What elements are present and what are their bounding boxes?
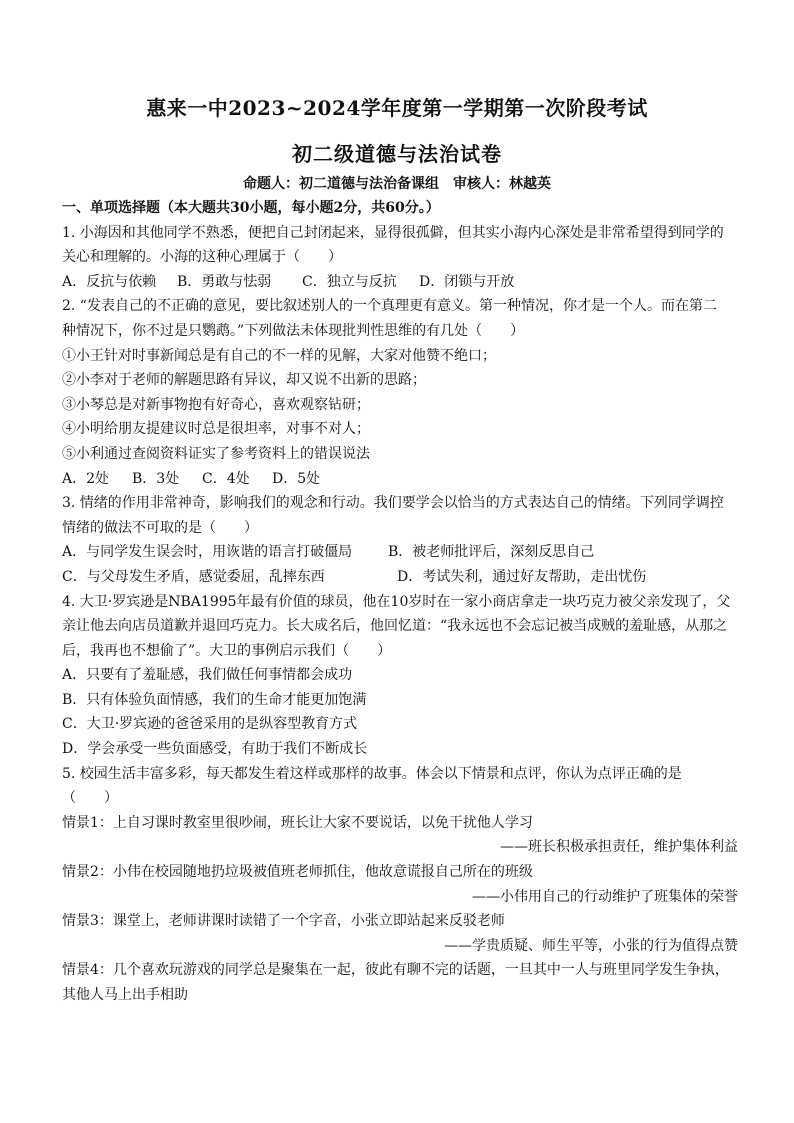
q4-option-b: B．只有体验负面情感，我们的生命才能更加饱满: [62, 691, 367, 708]
q5-scenario-2: 情景2：小伟在校园随地扔垃圾被值班老师抓住，他故意谎报自己所在的班级: [62, 864, 533, 881]
q5-scenario-4-line1: 情景4：几个喜欢玩游戏的同学总是聚集在一起，彼此有聊不完的话题，一旦其中一人与班里同学发生争执，: [62, 962, 729, 979]
q2-item-3: ③小琴总是对新事物抱有好奇心，喜欢观察钻研；: [62, 396, 370, 413]
exam-title: 惠来一中2023~2024学年度第一学期第一次阶段考试: [146, 96, 648, 120]
q3-options-row2: [62, 565, 738, 590]
q1-stem-line2: 关心和理解的。小海的这种心理属于（ ）: [62, 249, 342, 266]
q1-option-c: C．独立与反抗: [302, 273, 397, 290]
q1-option-a: A．反抗与依赖: [62, 273, 157, 290]
q2-item-1: ①小王针对时事新闻总是有自己的不一样的见解，大家对他赞不绝口；: [62, 347, 496, 364]
q2-item-2: ②小李对于老师的解题思路有异议，却又说不出新的思路；: [62, 372, 426, 389]
q3-stem-line2: 情绪的做法不可取的是（ ）: [62, 519, 258, 536]
q4-stem-line3: 后，我再也不想偷了”。大卫的事例启示我们（ ）: [62, 642, 392, 659]
q5-scenario-1: 情景1：上自习课时教室里很吵闹，班长让大家不要说话，以免干扰他人学习: [62, 814, 533, 831]
section-heading: 一、单项选择题（本大题共30小题，每小题2分，共60分。）: [62, 200, 440, 216]
q4-option-d: D．学会承受一些负面感受，有助于我们不断成长: [62, 741, 368, 758]
exam-subtitle: 初二级道德与法治试卷: [292, 142, 502, 166]
exam-authors: 命题人：初二道德与法治备课组 审核人：林越英: [243, 176, 551, 192]
q2-stem-line2: 种情况下，你不过是只鹦鹉。”下列做法未体现批判性思维的有几处（ ）: [62, 322, 525, 339]
q2-stem-line1: 2. “发表自己的不正确的意见，要比叙述别人的一个真理更有意义。第一种情况，你才是一个人。而在第二: [62, 298, 717, 315]
q5-stem-line1: 5. 校园生活丰富多彩，每天都发生着这样或那样的故事。体会以下情景和点评，你认为点评正确的是: [62, 765, 682, 782]
q5-scenario-4-line2: 其他人马上出手相助: [62, 987, 188, 1003]
q1-option-d: D．闭锁与开放: [419, 273, 515, 290]
q3-options-row1: [62, 540, 738, 565]
q5-comment-3: ——学贵质疑、师生平等，小张的行为值得点赞: [444, 937, 738, 954]
q2-item-4: ④小明给朋友提建议时总是很坦率，对事不对人；: [62, 421, 370, 438]
q4-option-a: A．只要有了羞耻感，我们做任何事情都会成功: [62, 667, 353, 684]
q3-option-b: B．被老师批评后，深刻反思自己: [388, 544, 595, 561]
q5-scenario-3: 情景3：课堂上，老师讲课时读错了一个字音，小张立即站起来反驳老师: [62, 913, 505, 930]
q1-option-b: B．勇敢与怯弱: [177, 273, 272, 290]
q3-option-a: A．与同学发生误会时，用诙谐的语言打破僵局: [62, 544, 353, 561]
q5-comment-2: ——小伟用自己的行动维护了班集体的荣誉: [472, 888, 738, 905]
q3-option-d: D．考试失利，通过好友帮助，走出忧伤: [397, 568, 647, 585]
q2-option-c: C．4处: [202, 470, 250, 487]
q5-stem-line2: （ ）: [62, 790, 118, 807]
q5-comment-1: ——班长积极承担责任，维护集体利益: [500, 839, 738, 856]
q4-stem-line1: 4. 大卫·罗宾逊是NBA1995年最有价值的球员，他在10岁时在一家小商店拿走一块巧克力被父亲发现了，父: [62, 593, 731, 610]
q1-options: [62, 270, 738, 295]
q2-option-a: A．2处: [62, 470, 110, 487]
q2-item-5: ⑤小利通过查阅资料证实了参考资料上的错误说法: [62, 445, 370, 462]
q3-stem-line1: 3. 情绪的作用非常神奇，影响我们的观念和行动。我们要学会以恰当的方式表达自己的情绪。下列同学调控: [62, 495, 724, 512]
q2-options: [62, 467, 738, 492]
q2-option-d: D．5处: [272, 470, 321, 487]
q3-option-c: C．与父母发生矛盾，感觉委屈，乱摔东西: [62, 568, 325, 585]
q2-option-b: B．3处: [132, 470, 180, 487]
q4-stem-line2: 亲让他去向店员道歉并退回巧克力。长大成名后，他回忆道：“我永远也不会忘记被当成贼的羞耻感，从那之: [62, 618, 728, 635]
q4-option-c: C．大卫·罗宾逊的爸爸采用的是纵容型教育方式: [62, 716, 358, 733]
exam-body: [62, 196, 738, 1008]
q1-stem-line1: 1. 小海因和其他同学不熟悉，便把自己封闭起来，显得很孤僻，但其实小海内心深处是非常希望得到同学的: [62, 224, 724, 241]
